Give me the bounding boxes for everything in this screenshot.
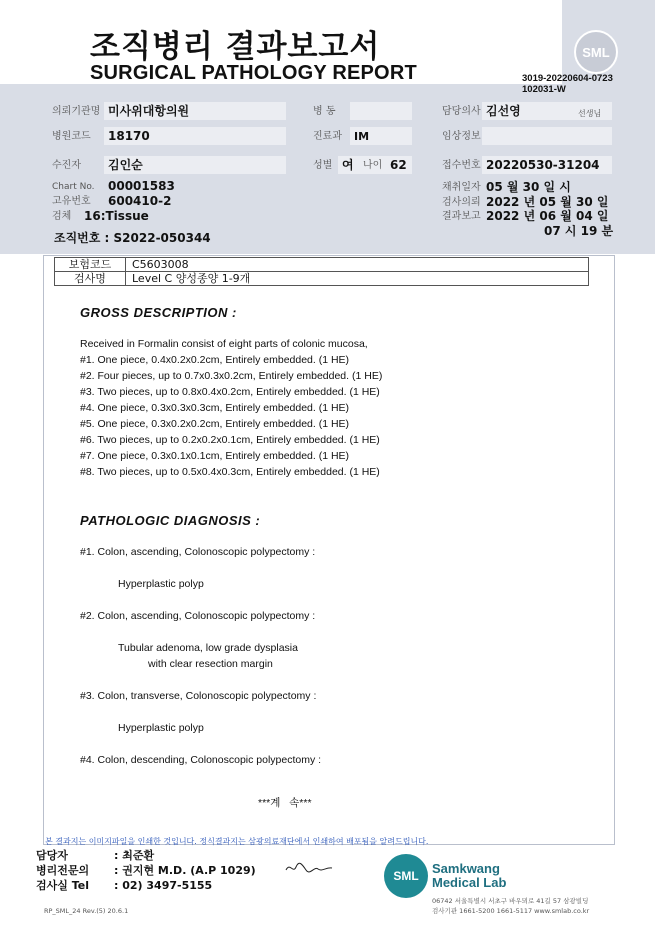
pathologic-diagnosis-title: PATHOLOGIC DIAGNOSIS : bbox=[80, 513, 261, 528]
staff-value: : 최준환 bbox=[114, 849, 155, 862]
dept-value: IM bbox=[354, 130, 370, 143]
gross-line: Received in Formalin consist of eight parts of colonic mucosa, bbox=[80, 338, 368, 350]
requester-label: 의뢰기관명 bbox=[52, 106, 101, 117]
brand-name bbox=[432, 862, 506, 890]
collect-value: 05 월 30 일 시 bbox=[486, 180, 571, 194]
report-time: 07 시 19 분 bbox=[544, 224, 614, 238]
ward-label: 병 동 bbox=[313, 106, 336, 117]
chart-value: 00001583 bbox=[108, 179, 175, 193]
dept-label: 진료과 bbox=[313, 131, 342, 142]
report-number-line1: 3019-20220604-0723 bbox=[522, 73, 613, 84]
sml-logo: SML bbox=[574, 30, 618, 74]
diagnosis-result-1: Hyperplastic polyp bbox=[118, 578, 204, 590]
gross-line: #6. Two pieces, up to 0.2x0.2x0.1cm, Entirely embedded. (1 HE) bbox=[80, 434, 380, 446]
continued-marker: ***계 속*** bbox=[258, 797, 312, 809]
insurance-table bbox=[54, 257, 589, 286]
diagnosis-result-2a: Tubular adenoma, low grade dysplasia bbox=[118, 642, 298, 654]
diagnosis-site-1: #1. Colon, ascending, Colonoscopic polypectomy : bbox=[80, 546, 316, 558]
brand-name-line1: Samkwang bbox=[432, 861, 500, 876]
lab-address: 06742 서울특별시 서초구 바우뫼로 41길 57 삼광빌딩 bbox=[432, 897, 589, 905]
form-code: RP_SML_24 Rev.(5) 20.6.1 bbox=[44, 907, 129, 915]
sex-value: 여 bbox=[342, 158, 354, 172]
test-name-label: 검사명 bbox=[55, 272, 126, 286]
unique-value: 600410-2 bbox=[108, 194, 172, 208]
report-label: 결과보고 bbox=[442, 211, 481, 222]
requester-value: 미사위대항의원 bbox=[108, 104, 190, 118]
pathologist-value: : 권지현 M.D. (A.P 1029) bbox=[114, 864, 256, 877]
lab-contact: 검사기관 1661-5200 1661-5117 www.smlab.co.kr bbox=[432, 907, 590, 915]
gross-line: #4. One piece, 0.3x0.3x0.3cm, Entirely embedded. (1 HE) bbox=[80, 402, 350, 414]
tel-value: : 02) 3497-5155 bbox=[114, 879, 213, 892]
patient-label: 수진자 bbox=[52, 160, 81, 171]
diagnosis-site-4: #4. Colon, descending, Colonoscopic polypectomy : bbox=[80, 754, 322, 766]
unique-label: 고유번호 bbox=[52, 196, 91, 207]
gross-line: #7. One piece, 0.3x0.1x0.1cm, Entirely embedded. (1 HE) bbox=[80, 450, 350, 462]
tel-label: 검사실 Tel bbox=[36, 879, 89, 892]
samkwang-logo: SML bbox=[384, 854, 428, 898]
clinical-box bbox=[482, 127, 612, 145]
gross-line: #2. Four pieces, up to 0.7x0.3x0.2cm, Entirely embedded. (1 HE) bbox=[80, 370, 383, 382]
doctor-value: 김선영 bbox=[486, 104, 521, 118]
brand-name-line2: Medical Lab bbox=[432, 875, 507, 890]
clinical-label: 임상정보 bbox=[442, 131, 481, 142]
accession-label: 접수번호 bbox=[442, 160, 481, 171]
pathologist-label: 병리전문의 bbox=[36, 864, 90, 877]
diagnosis-result-2b: with clear resection margin bbox=[148, 658, 273, 670]
accession-value: 20220530-31204 bbox=[486, 158, 600, 172]
doctor-suffix: 선생님 bbox=[578, 109, 602, 118]
gross-line: #3. Two pieces, up to 0.8x0.4x0.2cm, Entirely embedded. (1 HE) bbox=[80, 386, 380, 398]
hospital-code-value: 18170 bbox=[108, 129, 150, 143]
insurance-row-code bbox=[55, 258, 589, 272]
gross-description-title: GROSS DESCRIPTION : bbox=[80, 305, 237, 320]
report-title-korean: 조직병리 결과보고서 bbox=[90, 29, 381, 65]
insurance-code-label: 보험코드 bbox=[55, 258, 126, 272]
print-notice: 본 결과지는 이미지파일을 인쇄한 것입니다. 정식결과지는 삼광의료재단에서 인쇄하여 배포됨을 알려드립니다. bbox=[45, 837, 429, 846]
gross-line: #1. One piece, 0.4x0.2x0.2cm, Entirely embedded. (1 HE) bbox=[80, 354, 350, 366]
report-number-line2: 102031-W bbox=[522, 84, 566, 95]
chart-label: Chart No. bbox=[52, 182, 95, 192]
pathologist-signature bbox=[284, 858, 334, 878]
insurance-row-test bbox=[55, 272, 589, 286]
doctor-label: 담당의사 bbox=[442, 106, 481, 117]
specimen-value: 16:Tissue bbox=[84, 209, 149, 223]
patient-value: 김인순 bbox=[108, 158, 143, 172]
diagnosis-site-2: #2. Colon, ascending, Colonoscopic polypectomy : bbox=[80, 610, 316, 622]
diagnosis-result-3: Hyperplastic polyp bbox=[118, 722, 204, 734]
report-value: 2022 년 06 월 04 일 bbox=[486, 209, 609, 223]
gross-line: #8. Two pieces, up to 0.5x0.4x0.3cm, Entirely embedded. (1 HE) bbox=[80, 466, 380, 478]
diagnosis-site-3: #3. Colon, transverse, Colonoscopic polypectomy : bbox=[80, 690, 317, 702]
specimen-label: 검체 bbox=[52, 211, 72, 222]
report-title-english: SURGICAL PATHOLOGY REPORT bbox=[90, 62, 417, 84]
ward-box bbox=[350, 102, 412, 120]
gross-line: #5. One piece, 0.3x0.2x0.2cm, Entirely embedded. (1 HE) bbox=[80, 418, 350, 430]
age-value: 62 bbox=[390, 158, 407, 172]
request-value: 2022 년 05 월 30 일 bbox=[486, 195, 609, 209]
age-label: 나이 bbox=[363, 160, 383, 171]
request-label: 검사의뢰 bbox=[442, 197, 481, 208]
insurance-code-value: C5603008 bbox=[126, 258, 589, 272]
hospital-code-label: 병원코드 bbox=[52, 131, 91, 142]
collect-label: 채취일자 bbox=[442, 182, 481, 193]
report-number bbox=[522, 73, 613, 95]
sex-label: 성별 bbox=[313, 160, 333, 171]
test-name-value: Level C 양성종양 1-9개 bbox=[126, 272, 589, 286]
staff-label: 담당자 bbox=[36, 849, 68, 862]
tissue-number: 조직번호 : S2022-050344 bbox=[54, 231, 211, 245]
